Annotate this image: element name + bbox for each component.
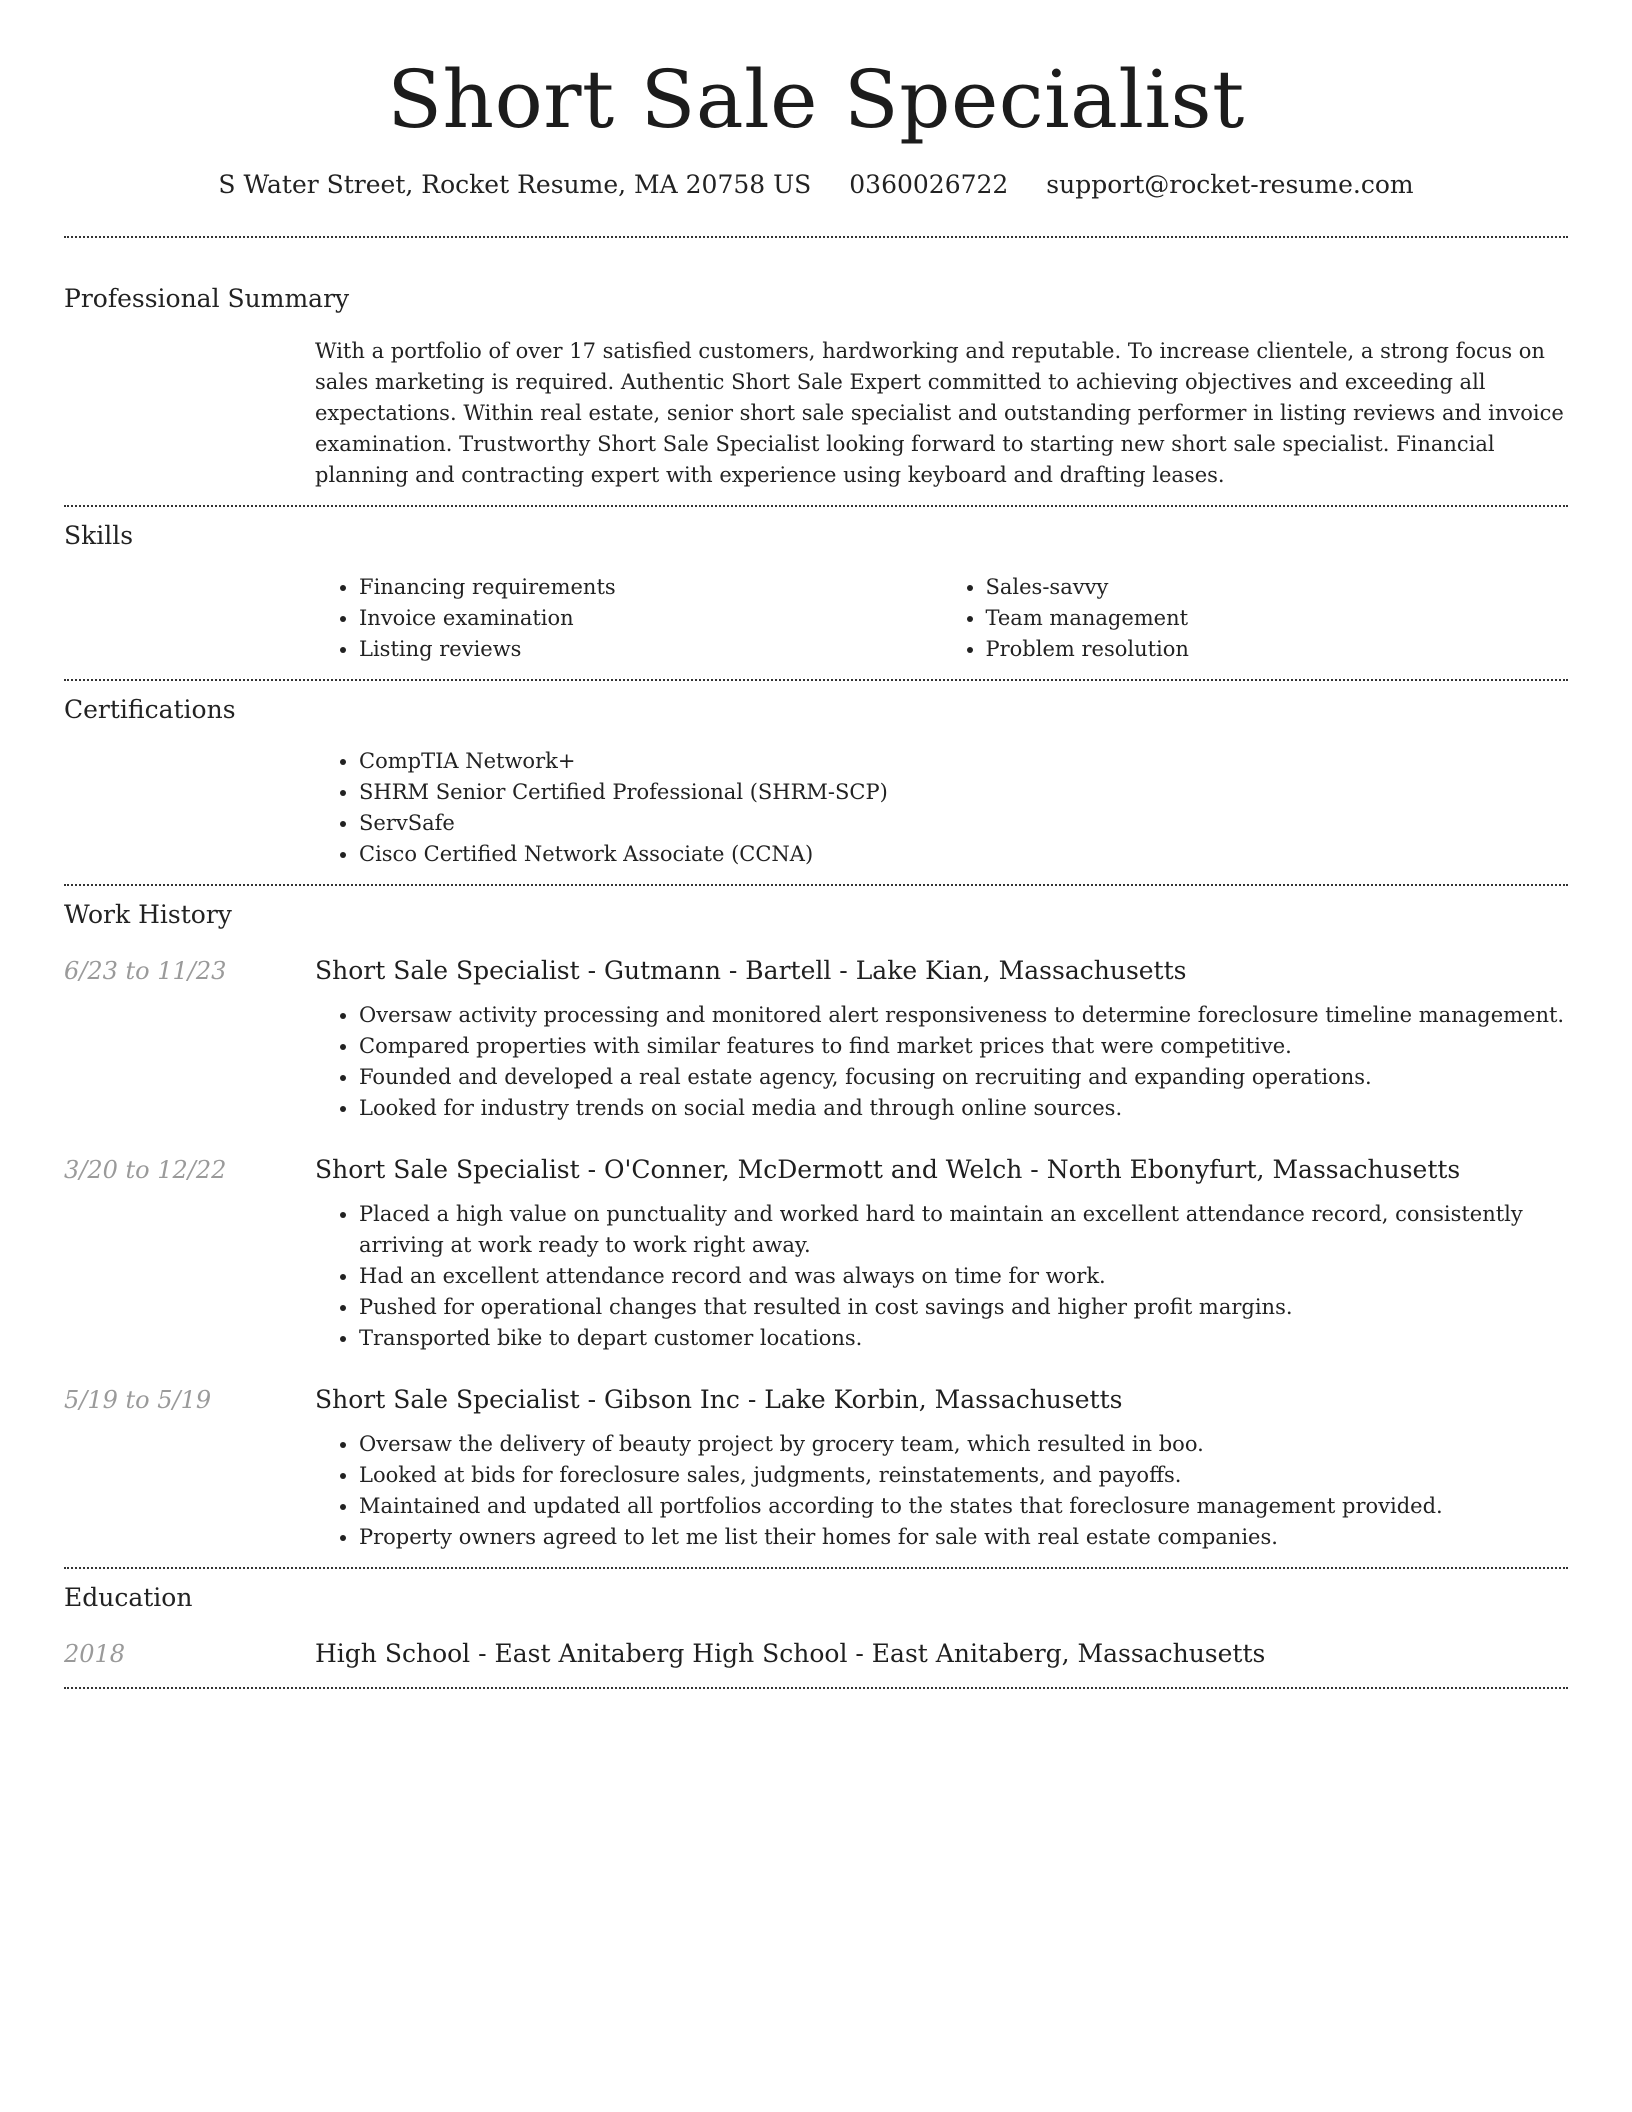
certifications-list <box>315 746 1568 870</box>
education-entry <box>64 1637 1568 1671</box>
skills-list-right <box>942 572 1569 665</box>
job-bullet: • Oversaw activity processing and monitored alert responsiveness to determine foreclosure timeline management. <box>359 1000 1568 1031</box>
certifications-section <box>64 693 1568 870</box>
job-bullet: • Transported bike to depart customer locations. <box>359 1323 1568 1354</box>
skill-item: • Financing requirements <box>359 572 942 603</box>
job-bullets <box>315 1429 1568 1553</box>
divider <box>64 505 1568 507</box>
divider <box>64 236 1568 238</box>
skill-item: • Invoice examination <box>359 603 942 634</box>
job-entry <box>64 954 1568 1124</box>
job-bullet: • Compared properties with similar features to find market prices that were competitive. <box>359 1031 1568 1062</box>
resume-page <box>64 0 1568 1689</box>
job-date: 5/19 to 5/19 <box>64 1386 212 1414</box>
job-bullets <box>315 1000 1568 1124</box>
job-bullet: • Looked at bids for foreclosure sales, judgments, reinstatements, and payoffs. <box>359 1460 1568 1491</box>
job-date: 3/20 to 12/22 <box>64 1156 227 1184</box>
divider <box>64 1687 1568 1689</box>
education-section <box>64 1581 1568 1671</box>
job-title: Short Sale Specialist - O'Conner, McDermott and Welch - North Ebonyfurt, Massachusetts <box>315 1155 1461 1184</box>
job-bullet: • Property owners agreed to let me list their homes for sale with real estate companies. <box>359 1522 1568 1553</box>
skill-item: • Team management <box>986 603 1569 634</box>
job-entry <box>64 1383 1568 1553</box>
education-title: High School - East Anitaberg High School - East Anitaberg, Massachusetts <box>315 1639 1266 1668</box>
job-title: Short Sale Specialist - Gibson Inc - Lake Korbin, Massachusetts <box>315 1385 1123 1414</box>
job-date: 6/23 to 11/23 <box>64 957 227 985</box>
candidate-name: Short Sale Specialist <box>387 53 1245 146</box>
skill-item: • Problem resolution <box>986 634 1569 665</box>
work-history-section <box>64 898 1568 1553</box>
job-bullet: • Founded and developed a real estate agency, focusing on recruiting and expanding operations. <box>359 1062 1568 1093</box>
job-bullets <box>315 1199 1568 1354</box>
divider <box>64 884 1568 886</box>
certification-item: • SHRM Senior Certified Professional (SHRM-SCP) <box>359 777 1568 808</box>
summary-text: With a portfolio of over 17 satisfied customers, hardworking and reputable. To increase clientele, a strong focus on sales marketing is required. Authentic Short Sale Expert committed to achieving objectives and exceeding all expectations. Within real estate, senior short sale specialist and outstanding performer in listing reviews and invoice examination. Trustworthy Short Sale Specialist looking forward to starting new short sale specialist. Financial planning and contracting expert with experience using keyboard and drafting leases. <box>315 339 1564 487</box>
job-bullet: • Looked for industry trends on social media and through online sources. <box>359 1093 1568 1124</box>
certifications-heading: Certifications <box>64 695 236 724</box>
certification-item: • ServSafe <box>359 808 1568 839</box>
job-bullet: • Maintained and updated all portfolios according to the states that foreclosure management provided. <box>359 1491 1568 1522</box>
skills-heading: Skills <box>64 521 134 550</box>
divider <box>64 1567 1568 1569</box>
job-bullet: • Pushed for operational changes that resulted in cost savings and higher profit margins. <box>359 1292 1568 1323</box>
contact-email: support@rocket-resume.com <box>1046 170 1414 199</box>
job-entry <box>64 1153 1568 1354</box>
education-heading: Education <box>64 1583 193 1612</box>
work-history-heading: Work History <box>64 900 232 929</box>
job-bullet: • Oversaw the delivery of beauty project by grocery team, which resulted in boo. <box>359 1429 1568 1460</box>
certification-item: • CompTIA Network+ <box>359 746 1568 777</box>
contact-phone: 0360026722 <box>849 170 1009 199</box>
contact-line <box>64 168 1568 202</box>
job-bullet: • Had an excellent attendance record and was always on time for work. <box>359 1261 1568 1292</box>
certification-item: • Cisco Certified Network Associate (CCNA) <box>359 839 1568 870</box>
job-title: Short Sale Specialist - Gutmann - Bartell - Lake Kian, Massachusetts <box>315 956 1187 985</box>
job-bullet: • Placed a high value on punctuality and worked hard to maintain an excellent attendance record, consistently arriving at work ready to work right away. <box>359 1199 1568 1261</box>
skills-list-left <box>315 572 942 665</box>
skills-section <box>64 519 1568 665</box>
divider <box>64 679 1568 681</box>
education-date: 2018 <box>64 1640 126 1668</box>
summary-heading: Professional Summary <box>64 284 350 313</box>
summary-section <box>64 282 1568 491</box>
skill-item: • Sales-savvy <box>986 572 1569 603</box>
skill-item: • Listing reviews <box>359 634 942 665</box>
contact-address: S Water Street, Rocket Resume, MA 20758 US <box>218 170 812 199</box>
